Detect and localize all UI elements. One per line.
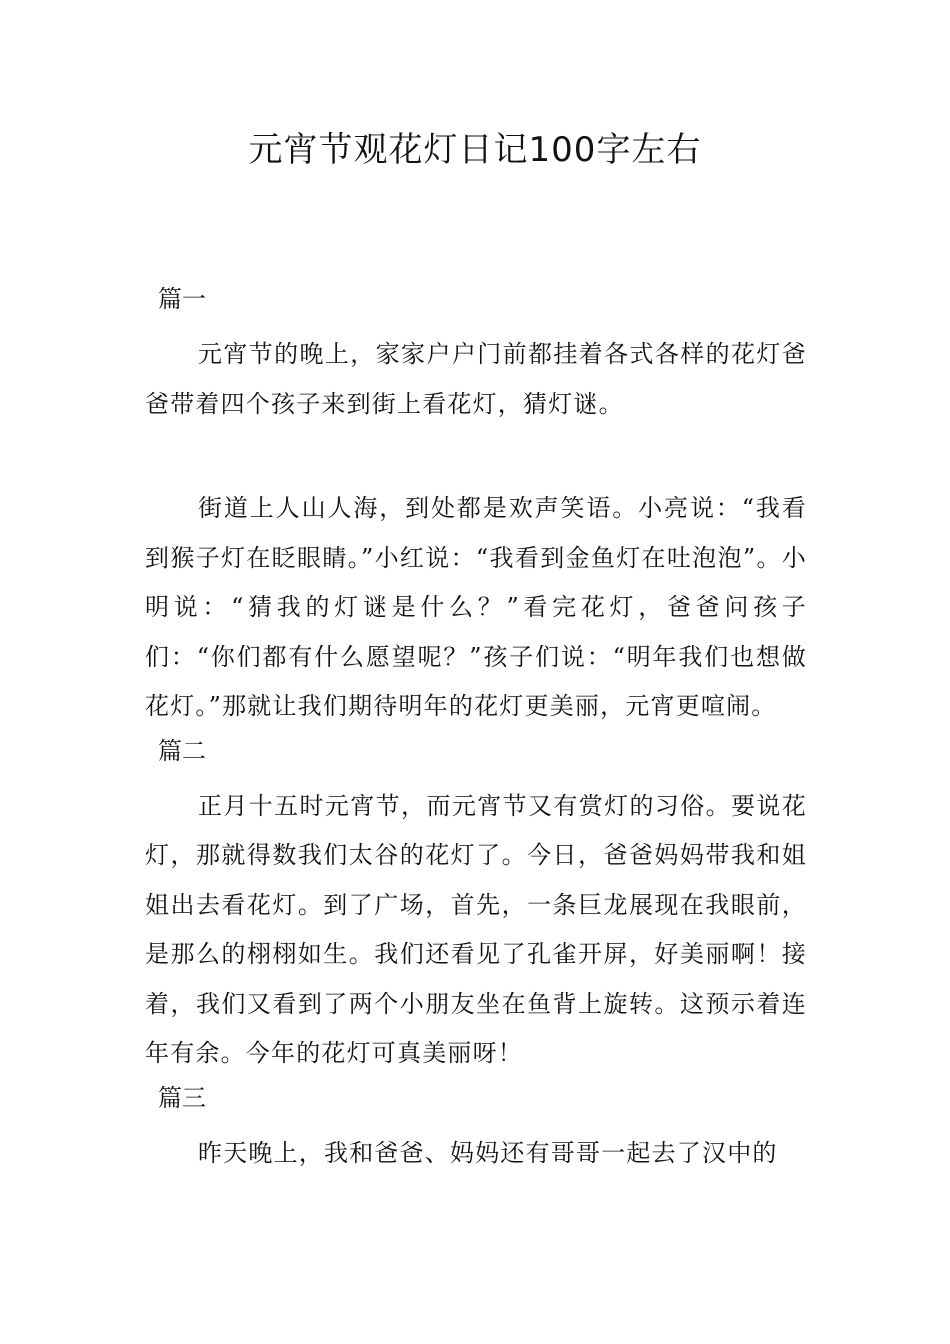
paragraph: 街道上人山人海，到处都是欢声笑语。小亮说：“我看到猴子灯在眨眼睛。”小红说：“我看到金鱼灯在吐泡泡”。小明说：“猜我的灯谜是什么？”看完花灯，爸爸问孩子们：“你们都有什么愿望呢？”孩子们说：“明年我们也想做花灯。”那就让我们期待明年的花灯更美丽，元宵更喧闹。 bbox=[145, 494, 807, 720]
document-title: 元宵节观花灯日记100字左右 bbox=[248, 130, 702, 170]
paragraph: 元宵节的晚上，家家户户门前都挂着各式各样的花灯爸爸带着四个孩子来到街上看花灯，猜灯谜。 bbox=[145, 340, 807, 418]
section-label-2: 篇二 bbox=[158, 736, 206, 765]
section-label-1: 篇一 bbox=[158, 285, 206, 313]
paragraph-spacer bbox=[145, 429, 807, 478]
paragraph: 昨天晚上，我和爸爸、妈妈还有哥哥一起去了汉中的 bbox=[198, 1138, 778, 1167]
paragraph: 正月十五时元宵节，而元宵节又有赏灯的习俗。要说花灯，那就得数我们太谷的花灯了。今日，爸爸妈妈带我和姐姐出去看花灯。到了广场，首先，一条巨龙展现在我眼前，是那么的栩栩如生。我们还看见了孔雀开屏，好美丽啊！接着，我们又看到了两个小朋友坐在鱼背上旋转。这预示着连年有余。今年的花灯可真美丽呀！ bbox=[145, 791, 807, 1067]
document-body bbox=[145, 280, 807, 1178]
section-label-3: 篇三 bbox=[158, 1083, 206, 1112]
